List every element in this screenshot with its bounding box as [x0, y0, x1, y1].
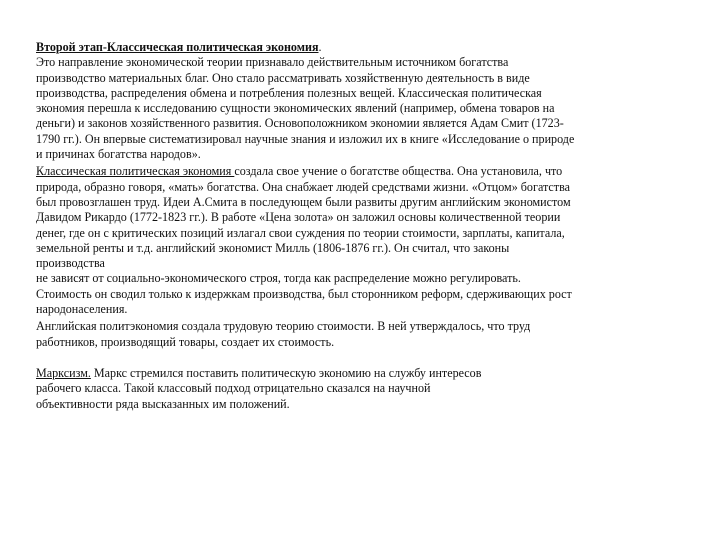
stage2-line: Это направление экономической теории признавало действительным источником богатства: [36, 55, 509, 70]
labor-line: Английская политэкономия создала трудовую теорию стоимости. В ней утверждалось, что труд: [36, 319, 531, 334]
classical-line: был провозглашен труд. Идеи А.Смита в последующем были развиты другим английским экономистом: [36, 194, 571, 209]
classical-line: народонаселения.: [36, 302, 128, 317]
classical-paragraph: [36, 164, 696, 317]
classical-line: Стоимость он сводил только к издержкам производства, был сторонником реформ, сдерживающих рост: [36, 286, 572, 301]
stage2-line: производство материальных благ. Оно стало рассматривать хозяйственную деятельность в виде: [36, 70, 530, 85]
classical-line: природа, образно говоря, «мать» богатства. Она снабжает людей средствами жизни. «Отцом» богатства: [36, 179, 571, 194]
document-page: [36, 40, 696, 412]
classical-economy-link[interactable]: Классическая политическая экономия: [36, 164, 235, 179]
stage2-line: экономия перешла к исследованию сущности экономических явлений (например, обмена товаров на: [36, 101, 555, 116]
labor-line: работников, производящий товары, создает их стоимость.: [36, 334, 335, 349]
marxism-lead-text: Маркс стремился поставить политическую экономию на службу интересов: [90, 365, 482, 380]
marxism-paragraph: [36, 366, 696, 412]
stage2-line: и причинах богатства народов».: [36, 147, 201, 162]
marxism-link[interactable]: Марксизм.: [36, 365, 91, 380]
marxism-lead-line: [36, 366, 696, 381]
stage2-line: деньги) и законов хозяйственного развития. Основоположником экономии является Адам Смит (1723-: [36, 116, 564, 131]
classical-line: не зависят от социально-экономического строя, тогда как распределение можно регулировать.: [36, 271, 521, 286]
classical-line: производства: [36, 256, 105, 271]
classical-lead-text: создала свое учение о богатстве общества. Она установила, что: [234, 164, 563, 179]
classical-line: земельной ренты и т.д. английский экономист Милль (1806-1876 гг.). Он считал, что законы: [36, 240, 510, 255]
labor-theory-paragraph: [36, 319, 696, 350]
stage2-line: производства, распределения обмена и потребления полезных вещей. Классическая политическая: [36, 85, 542, 100]
stage2-heading[interactable]: Второй этап-Классическая политическая экономия: [36, 40, 319, 54]
classical-lead-line: [36, 164, 696, 179]
stage2-line: 1790 гг.). Он впервые систематизировал научные знания и изложил их в книге «Исследование о природе: [36, 131, 575, 146]
marxism-line: рабочего класса. Такой классовый подход отрицательно сказался на научной: [36, 381, 431, 396]
stage2-heading-tail: .: [318, 40, 322, 54]
stage2-heading-line: [36, 40, 696, 55]
marxism-line: объективности ряда высказанных им положений.: [36, 396, 290, 411]
classical-line: денег, где он с критических позиций излагал свои суждения по теории стоимости, зарплаты, капитала,: [36, 225, 565, 240]
stage2-paragraph: [36, 40, 696, 162]
classical-line: Давидом Рикардо (1772-1823 гг.). В работе «Цена золота» он заложил основы количественной теории: [36, 210, 561, 225]
